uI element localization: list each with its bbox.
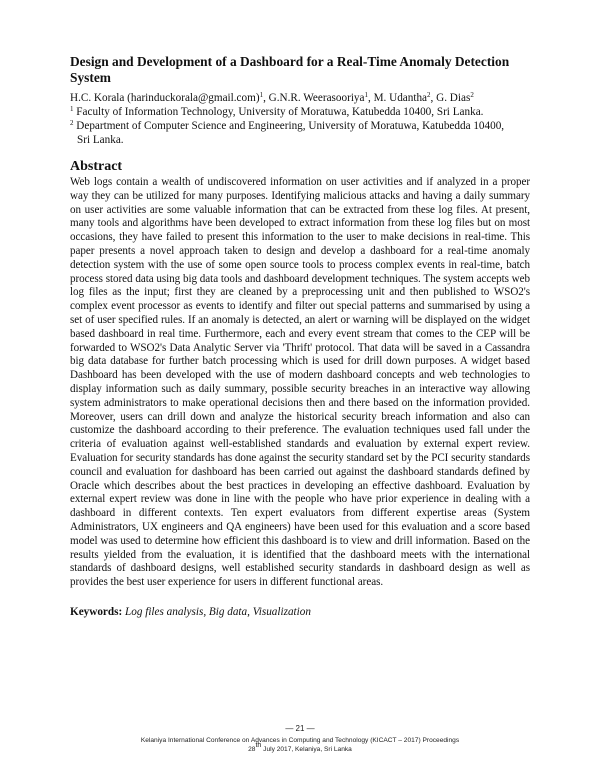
author-1-affiliation: 1 (259, 91, 264, 99)
author-1: H.C. Korala (harinduckorala@gmail.com) (70, 92, 260, 104)
conference-date (0, 742, 600, 754)
affiliation-2-text: Department of Computer Science and Engineering, University of Moratuwa, Katubedda 10400, (76, 120, 505, 132)
author-2-affiliation: 1 (364, 91, 368, 99)
affiliation-2-number: 2 (70, 119, 74, 127)
keywords (70, 605, 530, 619)
keywords-value: Log files analysis, Big data, Visualization (125, 605, 311, 618)
affiliation-2 (70, 119, 530, 147)
affiliation-1-number: 1 (70, 105, 74, 113)
affiliation-2-continuation: Sri Lanka. (77, 134, 124, 146)
conference-footer (0, 736, 600, 754)
date-day: 28 (248, 746, 256, 753)
affiliation-1-text: Faculty of Information Technology, University of Moratuwa, Katubedda 10400, Sri Lanka. (76, 106, 484, 118)
page-number: — 21 — (285, 724, 315, 733)
affiliation-1 (70, 105, 530, 119)
paper-page (70, 54, 530, 619)
author-4: , G. Dias (430, 92, 471, 104)
author-2: , G.N.R. Weerasooriya (263, 92, 365, 104)
abstract-heading: Abstract (70, 159, 123, 174)
author-3-affiliation: 2 (427, 91, 431, 99)
date-suffix: th (255, 742, 262, 749)
paper-title: Design and Development of a Dashboard for a Real-Time Anomaly Detection System (70, 54, 510, 85)
keywords-label: Keywords: (70, 605, 123, 618)
date-rest: July 2017, Kelaniya, Sri Lanka (261, 746, 352, 753)
abstract-body: Web logs contain a wealth of undiscovered information on user activities and if analyzed in a proper way they can be utilized for many purposes. Identifying malicious attacks and having a daily summary on user activities are some valuable information that can be extracted from these log files. At present, many tools and algorithms have been developed to extract information from these log files but on most occasions, they have failed to present this information to the user to make decisions in real-time. This paper presents a novel approach taken to design and develop a dashboard for a real-time anomaly detection system with the use of some open source tools to process complex events in real-time, batch process stored data using big data tools and dashboard development techniques. The system accepts web log files as the input; first they are cleaned by a preprocessing unit and then published to WSO2's complex event processor as events to identify and filter out special patterns and summarised by using a set of user specified rules. If an anomaly is detected, an alert or warning will be displayed on the widget based dashboard in real time. Furthermore, each and every event stream that comes to the CEP will be forwarded to WSO2's Data Analytic Server via 'Thrift' protocol. That data will be saved in a Cassandra big data database for further batch processing which is used for drill down purposes. A widget based Dashboard has been developed with the use of modern dashboard concepts and web technologies to display information such as daily summary, possible security breaches in an interactive way allowing system administrators to make operational decisions then and there based on the information provided. Moreover, users can drill down and analyze the historical security breach information and also can customize the dashboard according to their preference. The evaluation techniques used fall under the criteria of evaluation against well-established standards and evaluation by external expert review. Evaluation for security standards has done against the security standard set by the PCI security standards council and evaluation for dashboard has been carried out against the dashboard standards defined by Oracle which describes about the best practices in developing an effective dashboard. Evaluation by external expert review was done in line with the people who have prior experience in dealing with a dashboard in different contexts. Ten expert evaluators from different expertise areas (System Administrators, UX engineers and QA engineers) have been used for this evaluation and a score based model was used to determine how efficient this dashboard is to view and drill information. Based on the results yielded from the evaluation, it is identified that the dashboard meets with the international standards of dashboard designs, well established security standards in dashboard design as well as provides the best user experience for users in different functional areas. (70, 176, 530, 589)
author-list (70, 91, 530, 105)
author-3: , M. Udantha (367, 92, 428, 104)
author-4-affiliation: 2 (470, 91, 474, 99)
conference-name: Kelaniya International Conference on Advances in Computing and Technology (KICACT – 2017) Proceedings (140, 737, 460, 744)
